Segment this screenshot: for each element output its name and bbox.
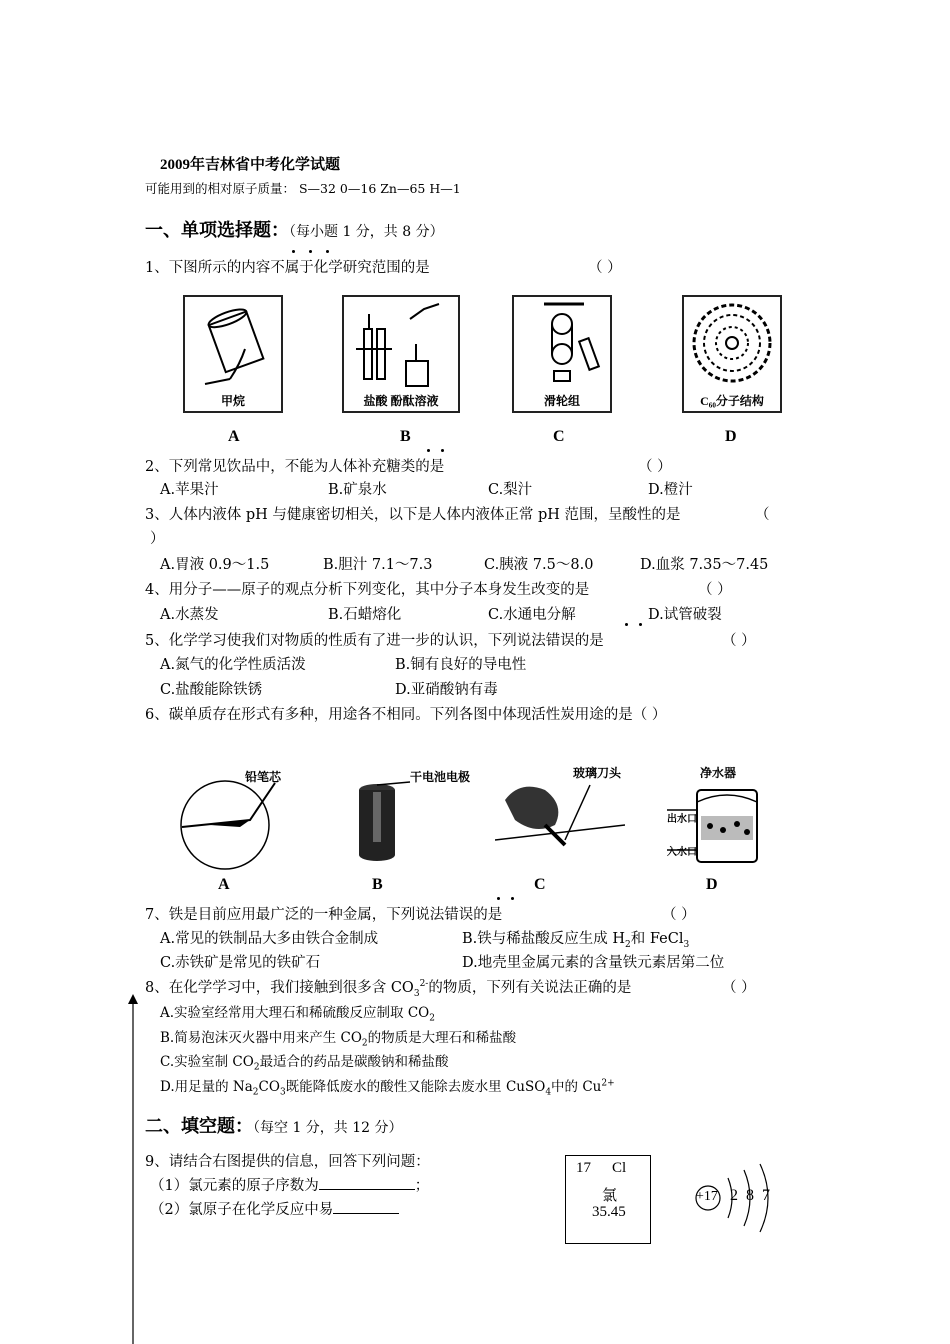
q5-option-a: A.氮气的化学性质活泼 [160, 657, 306, 673]
q3-option-c: C.胰液 7.5～8.0 [484, 557, 594, 573]
q1-figure-c-caption: 滑轮组 [543, 394, 580, 408]
q8-option-b-text1: B.简易泡沫灭火器中用来产生 CO [160, 1030, 362, 1046]
q6-caption-a: 铅笔芯 [245, 770, 282, 784]
q8-option-c-text2: 最适合的药品是碳酸钠和稀盐酸 [259, 1054, 449, 1070]
q7-stem: 7、铁是目前应用最广泛的一种金属，下列说法错误的是 [145, 907, 503, 923]
section-2-note: （每空 1 分，共 12 分） [253, 1120, 403, 1136]
q1-figure-c [512, 295, 612, 413]
q2-option-b: B.矿泉水 [328, 482, 387, 498]
q8-sub-2: 2 [429, 1013, 435, 1024]
q7-option-b [462, 927, 689, 950]
q9-part-1-text: （1）氯元素的原子序数为 [150, 1178, 319, 1194]
section-2-heading [145, 1112, 403, 1138]
q2-answer-bracket: （ ） [638, 459, 672, 475]
q8-option-d-text2: CO [258, 1079, 280, 1095]
element-cell [565, 1155, 651, 1244]
q6-label-a: A [218, 876, 230, 893]
test-tube-icon [344, 299, 458, 389]
q8-sub-2: 2 [252, 1087, 259, 1098]
q8-stem-text2: 的物质，下列有关说法正确的是 [428, 980, 632, 996]
q2-option-c: C.梨汁 [488, 482, 533, 498]
q1-label-d: D [725, 428, 737, 445]
emphasis-dot [511, 897, 514, 900]
q8-answer-bracket: （ ） [722, 980, 756, 996]
q8-sub-3: 3 [279, 1087, 286, 1098]
q1-label-a: A [228, 428, 240, 445]
q6-outlet-label: 出水口 [667, 814, 697, 825]
nucleus-charge: +17 [696, 1189, 718, 1204]
q2-stem: 2、下列常见饮品中，不能为人体补充糖类的是 [145, 459, 445, 475]
q8-option-a-text: A.实验室经常用大理石和稀硫酸反应制取 CO [160, 1005, 430, 1021]
emphasis-dot [326, 250, 329, 253]
emphasis-dot [292, 250, 295, 253]
q8-option-d [160, 1075, 615, 1098]
q5-answer-bracket: （ ） [722, 633, 756, 649]
q8-option-c-text1: C.实验室制 CO [160, 1054, 254, 1070]
emphasis-dot [639, 623, 642, 626]
q6-label-b: B [372, 876, 383, 893]
q4-option-b: B.石蜡熔化 [328, 607, 402, 623]
q8-option-d-text1: D.用足量的 Na [160, 1079, 253, 1095]
q4-option-d: D.试管破裂 [648, 607, 722, 623]
q6-label-d: D [706, 876, 718, 893]
q9-answer-blank-2[interactable] [333, 1199, 399, 1214]
q8-option-a [160, 1001, 435, 1024]
q8-option-b-text2: 的物质是大理石和稀盐酸 [367, 1030, 517, 1046]
emphasis-dot [309, 250, 312, 253]
q6-inlet-label: 入水口 [667, 847, 697, 858]
q1-answer-bracket: （ ） [588, 260, 622, 276]
q6-label-c: C [534, 876, 546, 893]
section-1-title: 一、单项选择题： [145, 220, 289, 241]
q5-stem: 5、化学学习使我们对物质的性质有了进一步的认识，下列说法错误的是 [145, 633, 604, 649]
q4-option-c: C.水通电分解 [488, 607, 576, 623]
q8-option-b [160, 1026, 516, 1049]
q1-figure-d [682, 295, 782, 413]
q9-part-2-text: （2）氯原子在化学反应中易 [150, 1202, 334, 1218]
section-2-title: 二、填空题： [145, 1116, 253, 1137]
q1-figure-b [342, 295, 460, 413]
shell-3-electrons: 7 [762, 1187, 770, 1204]
q1-figure-a-caption: 甲烷 [220, 394, 245, 408]
q5-option-c: C.盐酸能除铁锈 [160, 682, 263, 698]
emphasis-dot [427, 449, 430, 452]
atomic-masses: 可能用到的相对原子质量： S—32 0—16 Zn—65 H—1 [145, 181, 461, 196]
q1-figure-b-caption: 盐酸 酚酞溶液 [363, 394, 439, 408]
section-1-heading [145, 216, 444, 242]
q4-option-a: A.水蒸发 [160, 607, 219, 623]
q7-option-b-text1: B.铁与稀盐酸反应生成 H [462, 931, 626, 947]
q2-option-a: A.苹果汁 [160, 482, 219, 498]
element-symbol: Cl [612, 1160, 627, 1176]
methane-icon [185, 299, 281, 389]
element-atomic-number: 17 [576, 1160, 591, 1176]
q3-bracket-open: （ [755, 507, 770, 523]
q6-caption-c: 玻璃刀头 [573, 766, 622, 780]
q6-stem: 6、碳单质存在形式有多种，用途各不相同。下列各图中体现活性炭用途的是（ ） [145, 707, 667, 723]
q9-stem: 9、请结合右图提供的信息，回答下列问题： [145, 1154, 430, 1170]
q3-bracket-close: ） [150, 531, 165, 547]
q1-label-c: C [553, 428, 565, 445]
element-name: 氯 [602, 1188, 618, 1204]
q8-stem-text1: 8、在化学学习中，我们接触到很多含 CO [145, 980, 414, 996]
q5-option-b: B.铜有良好的导电性 [395, 657, 527, 673]
q9-answer-blank-1[interactable] [319, 1175, 415, 1190]
shell-1-electrons: 2 [730, 1187, 738, 1204]
shell-2-electrons: 8 [746, 1187, 754, 1204]
q1-figure-a [183, 295, 283, 413]
q8-option-d-text3: 既能降低废水的酸性又能除去废水里 CuSO [285, 1079, 546, 1095]
q7-option-a: A.常见的铁制品大多由铁合金制成 [160, 931, 379, 947]
glass-cutter-illustration [495, 780, 625, 870]
q8-sub-3: 3 [413, 988, 420, 999]
q1-stem: 1、下图所示的内容不属于化学研究范围的是 [145, 260, 430, 276]
q3-option-a: A.胃液 0.9～1.5 [160, 557, 270, 573]
q4-stem: 4、用分子——原子的观点分析下列变化，其中分子本身发生改变的是 [145, 582, 590, 598]
q8-stem [145, 976, 631, 999]
q8-sup-2minus: 2- [419, 979, 429, 990]
q3-stem: 3、人体内液体 pH 与健康密切相关，以下是人体内液体正常 pH 范围，呈酸性的是 [145, 507, 681, 523]
q8-sub-2: 2 [253, 1062, 260, 1073]
q1-figure-d-caption: C₆₀分子结构 [700, 394, 764, 408]
q8-sup-2plus: 2+ [601, 1078, 615, 1089]
q2-option-d: D.橙汁 [648, 482, 693, 498]
q8-sub-4: 4 [545, 1087, 552, 1098]
emphasis-dot [441, 449, 444, 452]
q9-part-1 [150, 1174, 429, 1195]
atom-structure-diagram [690, 1160, 800, 1240]
q7-answer-bracket: （ ） [662, 907, 696, 923]
margin-arrow [126, 994, 140, 1344]
q3-option-b: B.胆汁 7.1～7.3 [323, 557, 433, 573]
pulley-icon [514, 299, 610, 389]
q8-option-d-text4: 中的 Cu [551, 1079, 602, 1095]
battery-electrode-illustration [355, 780, 415, 870]
q8-option-c [160, 1050, 449, 1073]
q6-caption-b: 干电池电极 [410, 770, 471, 784]
q7-sub-3: 3 [683, 939, 690, 950]
q9-part-2 [150, 1198, 399, 1219]
q3-option-d: D.血浆 7.35～7.45 [640, 557, 769, 573]
q7-option-d: D.地壳里金属元素的含量铁元素居第二位 [462, 955, 725, 971]
q4-answer-bracket: （ ） [698, 582, 732, 598]
q6-caption-d: 净水器 [700, 766, 737, 780]
emphasis-dot [625, 623, 628, 626]
q9-part-1-end: ； [414, 1178, 430, 1194]
q5-option-d: D.亚硝酸钠有毒 [395, 682, 498, 698]
element-atomic-mass: 35.45 [592, 1204, 626, 1220]
q7-option-b-text2: 和 FeCl [630, 931, 684, 947]
section-1-note: （每小题 1 分，共 8 分） [289, 224, 444, 240]
emphasis-dot [497, 897, 500, 900]
exam-title: 2009年吉林省中考化学试题 [160, 157, 341, 173]
q8-sub-2: 2 [361, 1038, 368, 1049]
c60-molecule-icon [684, 299, 780, 389]
q7-option-c: C.赤铁矿是常见的铁矿石 [160, 955, 321, 971]
q1-label-b: B [400, 428, 411, 445]
q7-sub-2: 2 [625, 939, 631, 950]
